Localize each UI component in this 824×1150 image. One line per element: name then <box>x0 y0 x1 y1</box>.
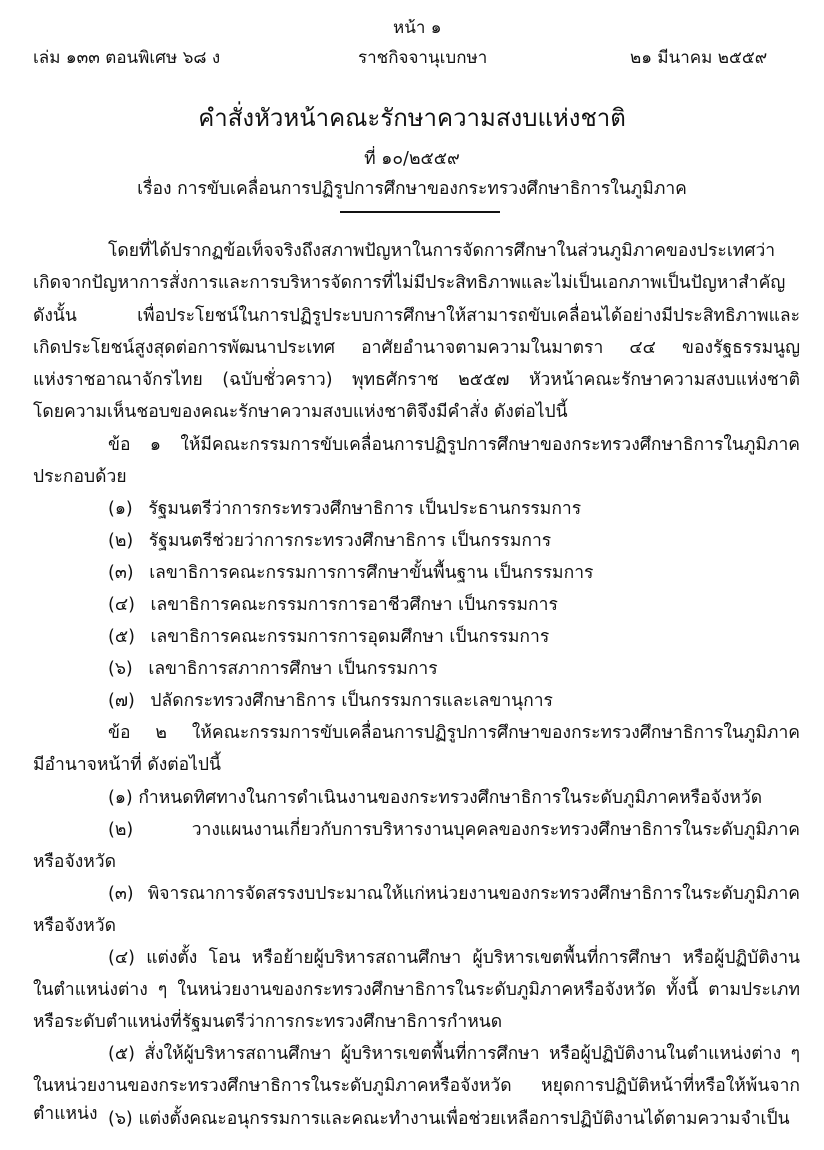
member-item <box>108 494 581 522</box>
duty-3-line-1: (๓) พิจารณาการจัดสรรงบประมาณให้แก่หน่วยงานของกระทรวงศึกษาธิการในระดับภูมิภาค <box>108 884 800 904</box>
page-number: หน้า ๑ <box>393 18 442 38</box>
duty-5-line-1: (๕) สั่งให้ผู้บริหารสถานศึกษา ผู้บริหารเขตพื้นที่การศึกษา หรือผู้ปฏิบัติงานในตำแหน่งต่าง ๆ <box>108 1044 800 1064</box>
duty-2-line-2: หรือจังหวัด <box>33 852 116 872</box>
member-number: (๒) <box>108 531 134 551</box>
member-item <box>108 526 551 554</box>
clause-1-line-2: ประกอบด้วย <box>33 467 127 487</box>
member-number: (๑) <box>108 499 133 519</box>
member-text: เลขาธิการสภาการศึกษา เป็นกรรมการ <box>148 659 438 679</box>
order-title: คำสั่งหัวหน้าคณะรักษาความสงบแห่งชาติ <box>198 104 626 132</box>
preamble-line-5: แห่งราชอาณาจักรไทย (ฉบับชั่วคราว) พุทธศักราช ๒๕๕๗ หัวหน้าคณะรักษาความสงบแห่งชาติ <box>33 370 800 390</box>
volume-info: เล่ม ๑๓๓ ตอนพิเศษ ๖๘ ง <box>33 48 221 68</box>
member-item <box>108 686 553 714</box>
member-text: เลขาธิการคณะกรรมการการอุดมศึกษา เป็นกรรมการ <box>150 627 550 647</box>
duty-5-line-2: ในหน่วยงานของกระทรวงศึกษาธิการในระดับภูมิภาคหรือจังหวัด หยุดการปฏิบัติหน้าที่หรือให้พ้นจากตำแหน่ง <box>33 1076 800 1124</box>
duty-1: (๑) กำหนดทิศทางในการดำเนินงานของกระทรวงศึกษาธิการในระดับภูมิภาคหรือจังหวัด <box>108 788 763 808</box>
member-text: รัฐมนตรีว่าการกระทรวงศึกษาธิการ เป็นประธานกรรมการ <box>148 499 582 519</box>
member-text: เลขาธิการคณะกรรมการการอาชีวศึกษา เป็นกรรมการ <box>150 595 558 615</box>
preamble-line-2: เกิดจากปัญหาการสั่งการและการบริหารจัดการที่ไม่มีประสิทธิภาพและไม่เป็นเอกภาพเป็นปัญหาสำคัญ <box>33 273 786 293</box>
clause-2-line-2: มีอำนาจหน้าที่ ดังต่อไปนี้ <box>33 755 221 775</box>
preamble-line-3: ดังนั้น เพื่อประโยชน์ในการปฏิรูประบบการศึกษาให้สามารถขับเคลื่อนได้อย่างมีประสิทธิภาพและ <box>33 306 800 326</box>
duty-6: (๖) แต่งตั้งคณะอนุกรรมการและคณะทำงานเพื่อช่วยเหลือการปฏิบัติงานได้ตามความจำเป็น <box>108 1109 790 1129</box>
member-text: เลขาธิการคณะกรรมการการศึกษาขั้นพื้นฐาน เป็นกรรมการ <box>149 563 594 583</box>
member-number: (๓) <box>108 563 134 583</box>
member-number: (๕) <box>108 627 135 647</box>
member-text: ปลัดกระทรวงศึกษาธิการ เป็นกรรมการและเลขานุการ <box>150 691 553 711</box>
duty-4-line-2: ในตำแหน่งต่าง ๆ ในหน่วยงานของกระทรวงศึกษาธิการในระดับภูมิภาคหรือจังหวัด ทั้งนี้ ตามประเภท <box>33 980 800 1000</box>
member-item <box>108 654 438 682</box>
preamble-line-4: เกิดประโยชน์สูงสุดต่อการพัฒนาประเทศ อาศัยอำนาจตามความในมาตรา ๔๔ ของรัฐธรรมนูญ <box>33 338 800 358</box>
preamble-line-6: โดยความเห็นชอบของคณะรักษาความสงบแห่งชาติจึงมีคำสั่ง ดังต่อไปนี้ <box>33 402 568 422</box>
member-item <box>108 590 558 618</box>
member-number: (๗) <box>108 691 135 711</box>
member-text: รัฐมนตรีช่วยว่าการกระทรวงศึกษาธิการ เป็นกรรมการ <box>148 531 552 551</box>
publication-date: ๒๑ มีนาคม ๒๕๕๙ <box>630 48 768 68</box>
member-item <box>108 558 593 586</box>
clause-1-line-1: ข้อ ๑ ให้มีคณะกรรมการขับเคลื่อนการปฏิรูปการศึกษาของกระทรวงศึกษาธิการในภูมิภาค <box>108 435 800 455</box>
order-number: ที่ ๑๐/๒๕๕๙ <box>364 149 460 169</box>
order-subject: เรื่อง การขับเคลื่อนการปฏิรูปการศึกษาของกระทรวงศึกษาธิการในภูมิภาค <box>137 179 687 199</box>
member-number: (๔) <box>108 595 135 615</box>
duty-2-line-1: (๒) วางแผนงานเกี่ยวกับการบริหารงานบุคคลของกระทรวงศึกษาธิการในระดับภูมิภาค <box>108 820 800 840</box>
member-number: (๖) <box>108 659 133 679</box>
duty-3-line-2: หรือจังหวัด <box>33 916 116 936</box>
duty-4-line-1: (๔) แต่งตั้ง โอน หรือย้ายผู้บริหารสถานศึกษา ผู้บริหารเขตพื้นที่การศึกษา หรือผู้ปฏิบัติงาน <box>108 948 800 968</box>
gazette-name: ราชกิจจานุเบกษา <box>358 48 488 68</box>
duty-4-line-3: หรือระดับตำแหน่งที่รัฐมนตรีว่าการกระทรวงศึกษาธิการกำหนด <box>33 1012 503 1032</box>
clause-2-line-1: ข้อ ๒ ให้คณะกรรมการขับเคลื่อนการปฏิรูปการศึกษาของกระทรวงศึกษาธิการในภูมิภาค <box>108 723 800 743</box>
preamble-line-1: โดยที่ได้ปรากฏข้อเท็จจริงถึงสภาพปัญหาในการจัดการศึกษาในส่วนภูมิภาคของประเทศว่า <box>108 241 776 261</box>
title-divider <box>340 211 500 213</box>
member-item <box>108 622 549 650</box>
